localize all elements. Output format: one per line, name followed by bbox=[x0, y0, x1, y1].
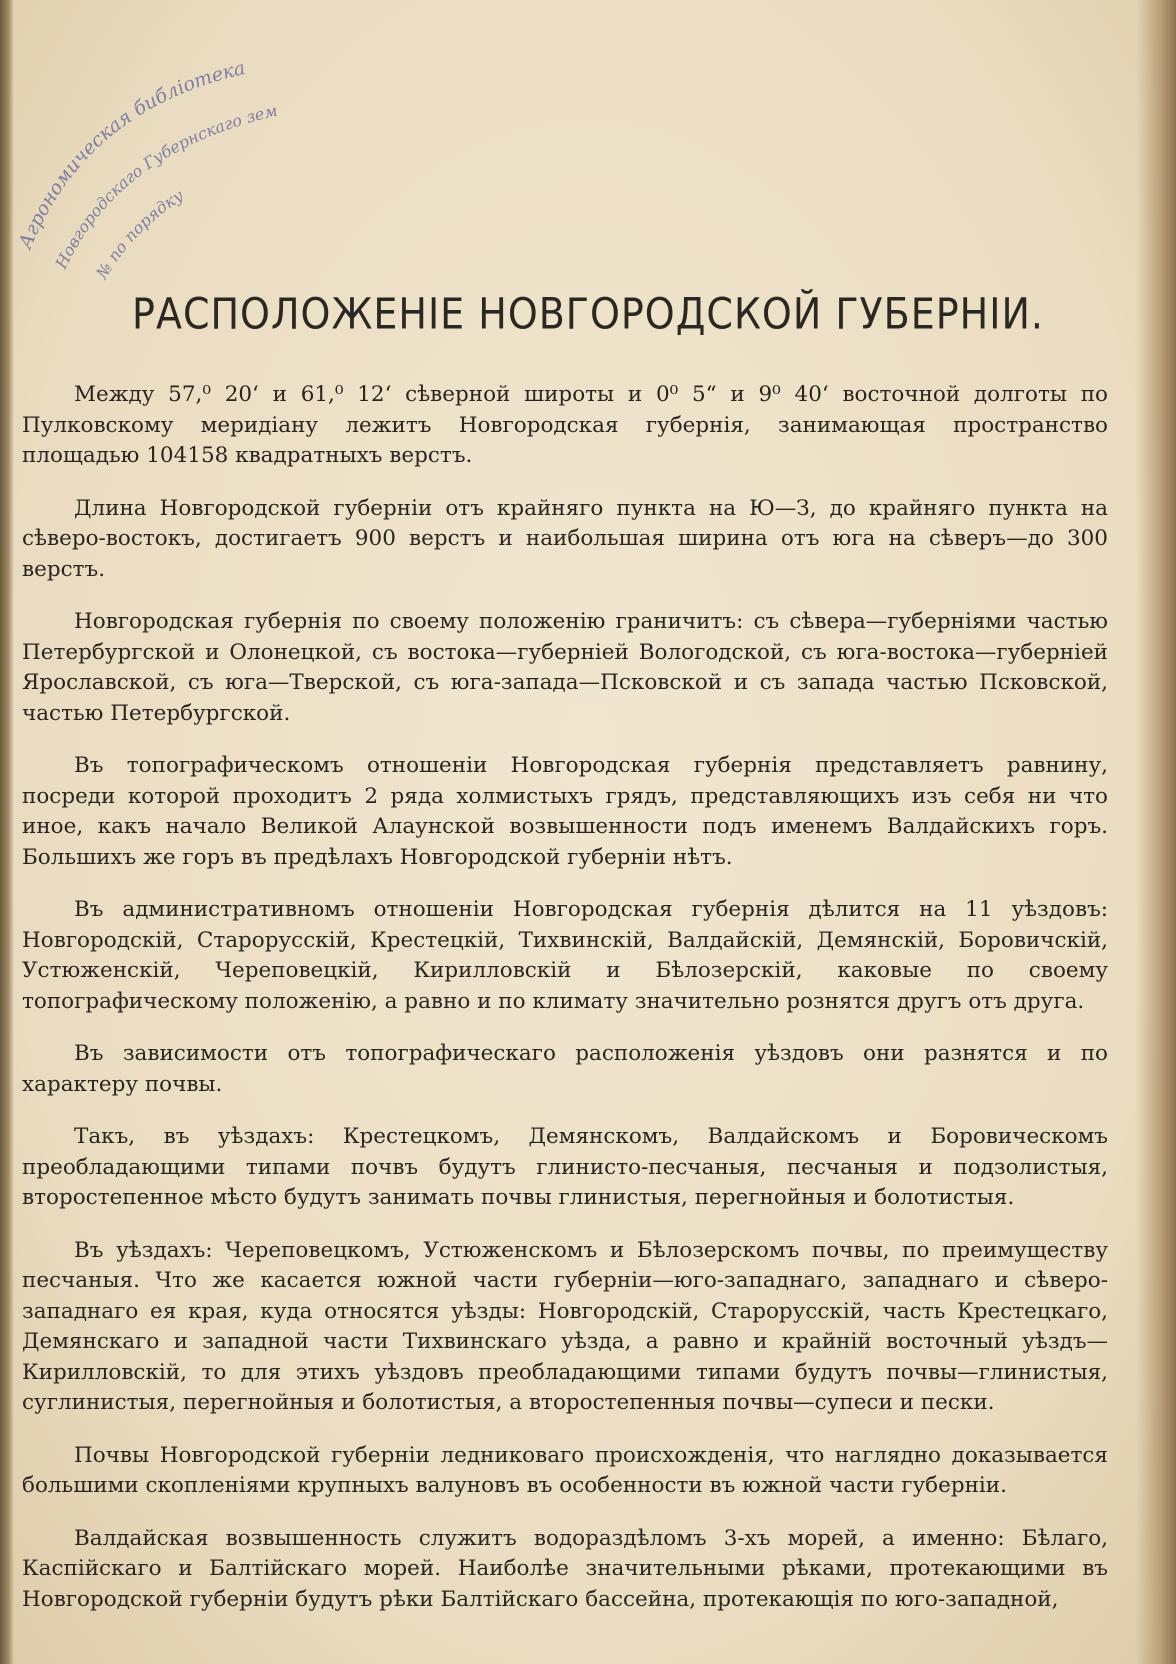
paragraph-watershed: Валдайская возвышенность служитъ водораздѣломъ 3-хъ морей, а именно: Бѣлаго, Каспійскаго и Балтійскаго морей. Наиболѣе значительными рѣками, протекающими въ Новгородской губерніи будутъ рѣки Балтійскаго бассейна, протекающія по юго-западной, bbox=[22, 1525, 1108, 1612]
stamp-line-2: Новгородскаго Губернскаго зем bbox=[51, 100, 280, 272]
library-stamp bbox=[10, 40, 290, 300]
paragraph-coordinates: Между 57,⁰ 20‘ и 61,⁰ 12‘ сѣверной широты и 0⁰ 5“ и 9⁰ 40‘ восточной долготы по Пулковскому меридіану лежитъ Новгородская губернія, занимающая пространство площадью 104158 квадратныхъ верстъ. bbox=[22, 382, 1108, 468]
document-title: РАСПОЛОЖЕНІЕ НОВГОРОДСКОЙ ГУБЕРНІИ. bbox=[132, 289, 1044, 339]
paragraph-length: Длина Новгородской губерніи отъ крайняго пункта на Ю—З, до крайняго пункта на сѣверо-востокъ, достигаетъ 900 верстъ и наибольшая ширина отъ юга на сѣверъ—до 300 верстъ. bbox=[22, 495, 1108, 582]
paragraph-glacial-origin: Почвы Новгородской губерніи ледниковаго происхожденія, что наглядно доказывается большими скопленіями крупныхъ валуновъ въ особенности въ южной части губерніи. bbox=[22, 1442, 1108, 1498]
paragraph-borders: Новгородская губернія по своему положенію граничитъ: съ сѣвера—губерніями частью Петербургской и Олонецкой, съ востока—губерніей Вологодской, съ юга-востока—губерніей Ярославской, съ юга—Тверской, съ юга-запада—Псковской и съ запада частью Псковской, частью Петербургской. bbox=[22, 609, 1108, 726]
paragraph-administration: Въ административномъ отношеніи Новгородская губернія дѣлится на 11 уѣздовъ: Новгородскій, Старорусскій, Крестецкій, Тихвинскій, Валдайскій, Демянскій, Боровичскій, Устюженскій, Череповецкій, Кирилловскій и Бѣлозерскій, каковые по своему топографическому положенію, а равно и по климату значительно рознятся другъ отъ друга. bbox=[22, 897, 1108, 1014]
stamp-line-1: Агрономическая библіотека bbox=[14, 57, 248, 252]
stamp-line-3: № по порядку bbox=[92, 185, 187, 282]
document-body bbox=[22, 380, 1108, 1637]
paragraph-soil-dependence: Въ зависимости отъ топографическаго расположенія уѣздовъ они разнятся и по характеру почвы. bbox=[22, 1041, 1108, 1097]
paragraph-soil-types-2: Въ уѣздахъ: Череповецкомъ, Устюженскомъ и Бѣлозерскомъ почвы, по преимуществу песчаныя. Что же касается южной части губерніи—юго-западнаго, западнаго и сѣверо-западнаго ея края, куда относятся уѣзды: Новгородскій, Старорусскій, часть Крестецкаго, Демянскаго и западной части Тихвинскаго уѣзда, а равно и крайній восточный уѣздъ—Кирилловскій, то для этихъ уѣздовъ преобладающими типами будутъ почвы—глинистыя, суглинистыя, перегнойныя и болотистыя, а второстепенныя почвы—супеси и пески. bbox=[22, 1237, 1108, 1415]
paragraph-soil-types-1: Такъ, въ уѣздахъ: Крестецкомъ, Демянскомъ, Валдайскомъ и Боровическомъ преобладающими типами почвъ будутъ глинисто-песчаныя, песчаныя и подзолистыя, второстепенное мѣсто будутъ занимать почвы глинистыя, перегнойныя и болотистыя. bbox=[22, 1124, 1108, 1210]
paragraph-topography: Въ топографическомъ отношеніи Новгородская губернія представляетъ равнину, посреди которой проходитъ 2 ряда холмистыхъ грядъ, представляющихъ изъ себя ни что иное, какъ начало Великой Алаунской возвышенности подъ именемъ Валдайскихъ горъ. Большихъ же горъ въ предѣлахъ Новгородской губерніи нѣтъ. bbox=[22, 753, 1108, 870]
page-right-edge bbox=[1136, 0, 1176, 1664]
